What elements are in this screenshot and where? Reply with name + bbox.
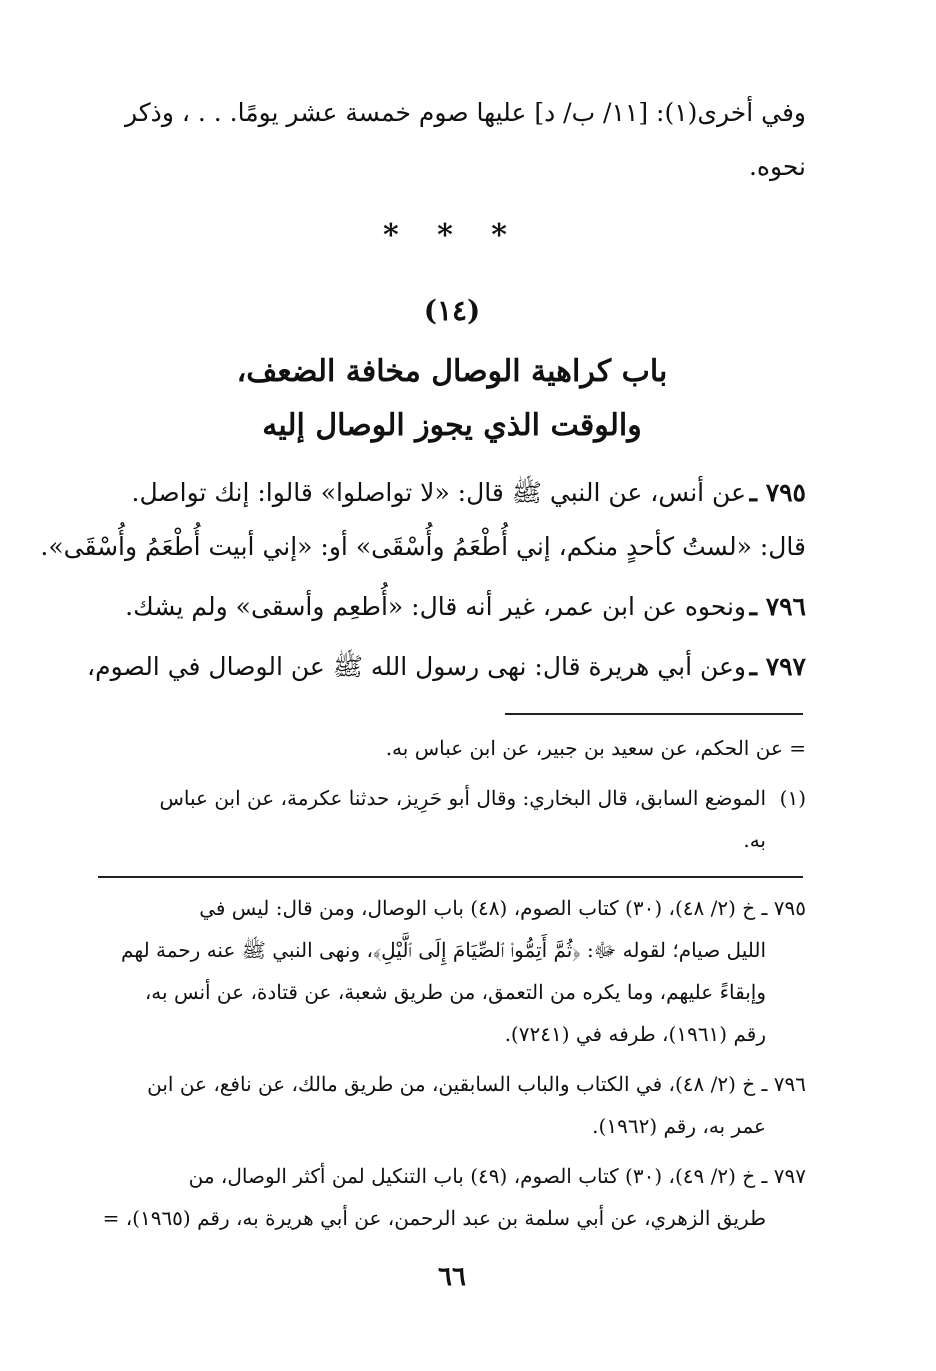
section-separator: * * * xyxy=(383,218,521,253)
page-number: ٦٦ xyxy=(438,1262,466,1292)
hadith-number: ٧٩٥ ـ xyxy=(749,478,806,507)
hadith-text: قال: «لستُ كأحدٍ منكم، إني أُطْعَمُ وأُسْقَى» أو: «إني أبيت أُطْعَمُ وأُسْقَى». xyxy=(40,532,806,561)
footnote-line: ٧٩٦ ـ خ (٢/ ٤٨)، في الكتاب والباب السابقين، من طريق مالك، عن نافع، عن ابن xyxy=(147,1072,806,1096)
hadith-text: ونحوه عن ابن عمر، غير أنه قال: «أُطعِم وأسقى» ولم يشك. xyxy=(125,592,746,621)
footnote-line: رقم (١٩٦١)، طرفه في (٧٢٤١). xyxy=(504,1022,766,1046)
paragraph-line: وفي أخرى(١): [١١/ ب/ د] عليها صوم خمسة عشر يومًا. . . ، وذكر xyxy=(124,98,806,127)
hadith-text: وعن أبي هريرة قال: نهى رسول الله ﷺ عن الوصال في الصوم، xyxy=(87,652,746,681)
footnote-line: الليل صيام؛ لقوله ﷻ: ﴿ثُمَّ أَتِمُّوا۟ ٱلصِّيَامَ إِلَى ٱلَّيْلِ﴾، ونهى النبي ﷺ عنه رحمة لهم xyxy=(121,938,766,962)
footnote-divider xyxy=(505,713,803,715)
footnote-text: به. xyxy=(743,828,766,852)
hadith-number: ٧٩٧ ـ xyxy=(749,652,806,681)
chapter-subtitle: والوقت الذي يجوز الوصال إليه xyxy=(262,408,642,443)
footnote-line: ٧٩٧ ـ خ (٢/ ٤٩)، (٣٠) كتاب الصوم، (٤٩) باب التنكيل لمن أكثر الوصال، من xyxy=(188,1164,806,1188)
footnote-line: طريق الزهري، عن أبي سلمة بن عبد الرحمن، عن أبي هريرة به، رقم (١٩٦٥)، = xyxy=(102,1206,766,1230)
footnote-line: ٧٩٥ ـ خ (٢/ ٤٨)، (٣٠) كتاب الصوم، (٤٨) باب الوصال، ومن قال: ليس في xyxy=(199,896,806,920)
chapter-title: باب كراهية الوصال مخافة الضعف، xyxy=(236,354,668,389)
chapter-number: (١٤) xyxy=(423,294,481,327)
footnote-line: وإبقاءً عليهم، وما يكره من التعمق، من طريق شعبة، عن قتادة، عن أنس به، xyxy=(144,980,766,1004)
footnote-line: عمر به، رقم (١٩٦٢). xyxy=(592,1114,766,1138)
footnote-text: الموضع السابق، قال البخاري: وقال أبو حَرِيز، حدثنا عكرمة، عن ابن عباس xyxy=(159,786,766,810)
paragraph-line: نحوه. xyxy=(748,152,806,181)
footnote-marker: (١) xyxy=(779,786,806,810)
hadith-number: ٧٩٦ ـ xyxy=(749,592,806,621)
footnote-continuation: = عن الحكم، عن سعيد بن جبير، عن ابن عباس به. xyxy=(385,736,806,760)
hadith-text: عن أنس، عن النبي ﷺ قال: «لا تواصلوا» قالوا: إنك تواصل. xyxy=(131,478,746,507)
footnote-divider xyxy=(98,876,803,878)
